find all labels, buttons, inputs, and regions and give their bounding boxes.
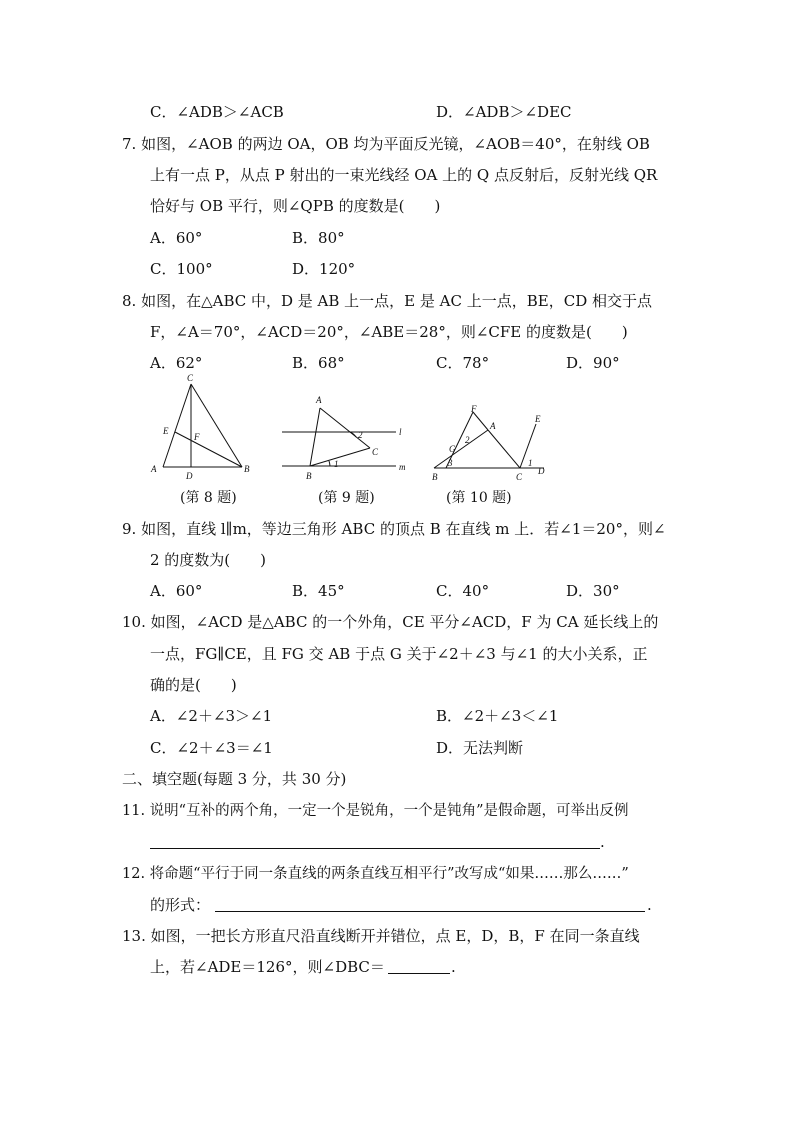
q8-stem-line2: F，∠A＝70°，∠ACD＝20°，∠ABE＝28°，则∠CFE 的度数是( ) bbox=[150, 323, 628, 341]
figure-10-exterior-angle-diagram bbox=[428, 400, 553, 484]
q9-stem-line1: 9. 如图，直线 l∥m，等边三角形 ABC 的顶点 B 在直线 m 上．若∠1＝20°，则∠ bbox=[122, 520, 666, 538]
figure-8-caption: (第 8 题) bbox=[180, 490, 237, 506]
fig10-label-b: B bbox=[432, 472, 438, 482]
fig9-label-b: B bbox=[306, 471, 312, 481]
q9-option-c: C．40° bbox=[436, 582, 490, 600]
fig8-label-e: E bbox=[163, 426, 169, 436]
q13-period: . bbox=[451, 958, 456, 976]
figure-9-caption: (第 9 题) bbox=[318, 490, 375, 506]
q7-stem-line3: 恰好与 OB 平行，则∠QPB 的度数是( ) bbox=[150, 197, 441, 215]
fig10-label-e: E bbox=[535, 414, 541, 424]
q7-stem-line1: 7. 如图，∠AOB 的两边 OA，OB 均为平面反光镜，∠AOB＝40°，在射线 OB bbox=[122, 135, 650, 153]
q8-stem-line1: 8. 如图，在△ABC 中，D 是 AB 上一点，E 是 AC 上一点，BE，CD 相交于点 bbox=[122, 292, 652, 310]
fig8-label-a: A bbox=[151, 464, 157, 474]
q11-answer-blank[interactable] bbox=[150, 848, 600, 849]
q9-stem-line2: 2 的度数为( ) bbox=[150, 551, 267, 569]
q7-option-b: B．80° bbox=[292, 229, 345, 247]
fig9-label-2: 2 bbox=[358, 430, 363, 440]
q13-stem-line1: 13. 如图，一把长方形直尺沿直线断开并错位，点 E，D，B，F 在同一条直线 bbox=[122, 927, 640, 945]
q9-option-a: A．60° bbox=[150, 582, 203, 600]
q7-option-a: A．60° bbox=[150, 229, 203, 247]
fig8-label-f: F bbox=[194, 432, 200, 442]
q13-answer-blank[interactable] bbox=[388, 973, 450, 974]
q12-answer-blank[interactable] bbox=[215, 911, 645, 912]
q10-stem-line2: 一点，FG∥CE，且 FG 交 AB 于点 G 关于∠2＋∠3 与∠1 的大小关系，正 bbox=[150, 645, 648, 663]
q6-option-d: D．∠ADB＞∠DEC bbox=[436, 103, 572, 121]
fig9-label-l: l bbox=[399, 427, 402, 437]
q11-period: . bbox=[600, 833, 605, 851]
fig10-label-3: 3 bbox=[448, 458, 453, 468]
q8-option-b: B．68° bbox=[292, 354, 345, 372]
fig8-label-d: D bbox=[186, 471, 193, 481]
figure-10-caption: (第 10 题) bbox=[446, 490, 512, 506]
q12-stem-line1: 12. 将命题“平行于同一条直线的两条直线互相平行”改写成“如果……那么……” bbox=[122, 866, 629, 882]
fig10-label-c: C bbox=[516, 472, 523, 482]
fig10-label-g: G bbox=[449, 444, 456, 454]
fig9-label-m: m bbox=[399, 462, 406, 472]
q10-option-a: A．∠2＋∠3＞∠1 bbox=[150, 707, 273, 725]
fig9-label-c: C bbox=[372, 447, 379, 457]
fig10-label-1: 1 bbox=[528, 458, 533, 468]
q10-stem-line3: 确的是( ) bbox=[150, 676, 237, 694]
q8-option-d: D．90° bbox=[566, 354, 620, 372]
section-2-heading: 二、填空题(每题 3 分，共 30 分) bbox=[122, 770, 347, 788]
q7-option-d: D．120° bbox=[292, 260, 356, 278]
fig9-label-a: A bbox=[316, 395, 322, 405]
figure-8-triangle-diagram bbox=[145, 372, 265, 484]
q9-option-b: B．45° bbox=[292, 582, 345, 600]
q6-option-c: C．∠ADB＞∠ACB bbox=[150, 103, 284, 121]
fig10-label-f: F bbox=[471, 404, 477, 414]
q7-option-c: C．100° bbox=[150, 260, 213, 278]
fig10-label-d: D bbox=[538, 466, 545, 476]
q10-option-b: B．∠2＋∠3＜∠1 bbox=[436, 707, 559, 725]
q12-period: . bbox=[647, 896, 652, 914]
q13-stem-line2: 上，若∠ADE＝126°，则∠DBC＝ bbox=[150, 958, 385, 976]
q8-option-c: C．78° bbox=[436, 354, 490, 372]
fig8-label-b: B bbox=[244, 464, 250, 474]
q8-option-a: A．62° bbox=[150, 354, 203, 372]
fig10-label-2: 2 bbox=[465, 435, 470, 445]
fig10-label-a: A bbox=[490, 421, 496, 431]
fig9-label-1: 1 bbox=[334, 459, 339, 469]
q10-option-d: D．无法判断 bbox=[436, 739, 524, 757]
figure-9-parallel-lines-diagram bbox=[278, 390, 413, 486]
q11-stem-line1: 11. 说明“互补的两个角，一定一个是锐角，一个是钝角”是假命题，可举出反例 bbox=[122, 803, 629, 819]
q7-stem-line2: 上有一点 P，从点 P 射出的一束光线经 OA 上的 Q 点反射后，反射光线 QR bbox=[150, 166, 658, 184]
q9-option-d: D．30° bbox=[566, 582, 620, 600]
q10-stem-line1: 10. 如图，∠ACD 是△ABC 的一个外角，CE 平分∠ACD，F 为 CA 延长线上的 bbox=[122, 613, 659, 631]
q10-option-c: C．∠2＋∠3＝∠1 bbox=[150, 739, 273, 757]
q12-stem-line2: 的形式： bbox=[150, 896, 211, 914]
fig8-label-c: C bbox=[187, 373, 194, 383]
